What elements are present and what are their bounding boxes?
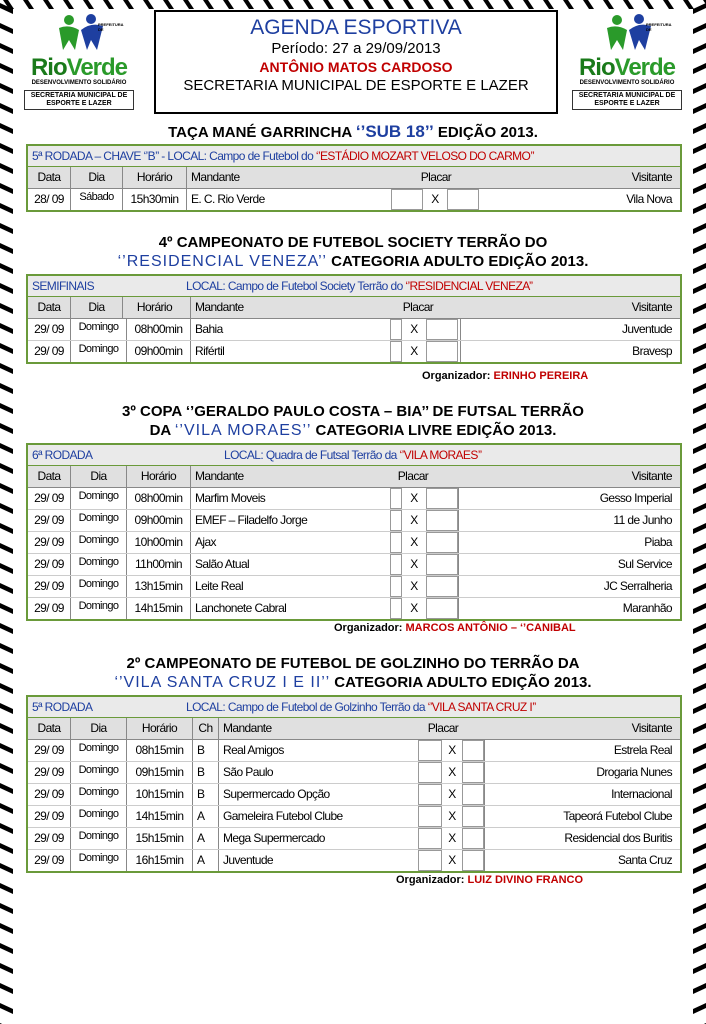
page-title: AGENDA ESPORTIVA — [250, 16, 462, 39]
table-row: 29/ 09 Domingo 11h00min Salão Atual X Sul Service — [28, 554, 680, 576]
logo-secretariat: SECRETARIA MUNICIPAL DE ESPORTE E LAZER — [24, 90, 134, 110]
table-row: 29/ 09 Domingo 14h15min Lanchonete Cabral X Maranhão — [28, 598, 680, 619]
section1-table — [26, 144, 682, 212]
left-border-pattern — [0, 0, 14, 1024]
right-border-pattern — [692, 0, 706, 1024]
header — [18, 8, 688, 113]
away-score — [447, 189, 479, 210]
section3-organizer: Organizador: MARCOS ANTÔNIO – ‘’CANIBAL — [334, 622, 576, 634]
brand-name: RioVerde — [30, 54, 128, 81]
period: Período: 27 a 29/09/2013 — [271, 40, 441, 57]
prefeitura-label: PREFEITURA DE — [646, 22, 672, 32]
table-row: 29/ 09 Domingo 10h15min B Supermercado Opção X Internacional — [28, 784, 680, 806]
table-row: 29/ 09 Domingo 09h15min B São Paulo X Drogaria Nunes — [28, 762, 680, 784]
people-figures-icon — [49, 14, 109, 52]
brand-tagline: DESENVOLVIMENTO SOLIDÁRIO — [31, 80, 127, 86]
table-header: Data Dia Horário Mandante Placar Visitante — [28, 297, 680, 319]
people-figures-icon — [597, 14, 657, 52]
table-header: Data Dia Horário Mandante Placar Visitante — [28, 466, 680, 488]
table-row: 29/ 09 Domingo 15h15min A Mega Supermercado X Residencial dos Buritis — [28, 828, 680, 850]
secretary-name: ANTÔNIO MATOS CARDOSO — [259, 59, 453, 75]
home-score — [391, 189, 423, 210]
brand-name: RioVerde — [578, 54, 676, 81]
section4-title: 2º CAMPEONATO DE FUTEBOL DE GOLZINHO DO TERRÃO DA ‘’VILA SANTA CRUZ I E II’’ CATEGORIA ADULTO EDIÇÃO 2013. — [114, 655, 592, 691]
brand-tagline: DESENVOLVIMENTO SOLIDÁRIO — [579, 80, 675, 86]
table-row: 29/ 09 Domingo 08h00min Bahia X Juventude — [28, 319, 680, 341]
section2-table — [26, 274, 682, 364]
section2-organizer: Organizador: ERINHO PEREIRA — [422, 370, 589, 382]
rio-verde-logo — [20, 14, 138, 112]
prefeitura-label: PREFEITURA DE — [98, 22, 124, 32]
table-row: 29/ 09 Domingo 08h15min B Real Amigos X Estrela Real — [28, 740, 680, 762]
table-row: 29/ 09 Domingo 09h00min Rifértil X Bravesp — [28, 341, 680, 362]
logo-secretariat: SECRETARIA MUNICIPAL DE ESPORTE E LAZER — [572, 90, 682, 110]
table-header: Data Dia Horário Ch Mandante Placar Visitante — [28, 718, 680, 740]
section3-title: 3º COPA ‘’GERALDO PAULO COSTA – BIA’’ DE FUTSAL TERRÃO DA ‘’VILA MORAES’’ CATEGORIA LIVRE EDIÇÃO 2013. — [122, 403, 584, 439]
section4-organizer: Organizador: LUIZ DIVINO FRANCO — [396, 874, 584, 886]
section4-table — [26, 695, 682, 873]
rio-verde-logo-right — [568, 14, 686, 112]
section1-title: TAÇA MANÉ GARRINCHA ‘’SUB 18’’ EDIÇÃO 2013. — [168, 122, 538, 141]
section4-label-row: 5ª RODADA LOCAL: Campo de Futebol de Golzinho Terrão da ‘’VILA SANTA CRUZ I’’ — [28, 697, 680, 718]
table-row: 29/ 09 Domingo 09h00min EMEF – Filadelfo Jorge X 11 de Junho — [28, 510, 680, 532]
section3-label-row: 6ª RODADA LOCAL: Quadra de Futsal Terrão da ‘’VILA MORAES’’ — [28, 445, 680, 466]
section2-label-row: SEMIFINAIS LOCAL: Campo de Futebol Society Terrão do ‘’RESIDENCIAL VENEZA’’ — [28, 276, 680, 297]
table-row: 29/ 09 Domingo 10h00min Ajax X Piaba — [28, 532, 680, 554]
table-row: 29/ 09 Domingo 16h15min A Juventude X Santa Cruz — [28, 850, 680, 871]
secretariat-name: SECRETARIA MUNICIPAL DE ESPORTE E LAZER — [183, 77, 529, 94]
title-box — [154, 10, 558, 114]
table-row: 29/ 09 Domingo 08h00min Marfim Moveis X Gesso Imperial — [28, 488, 680, 510]
table-header: Data Dia Horário Mandante Placar Visitante — [28, 167, 680, 189]
section2-title: 4º CAMPEONATO DE FUTEBOL SOCIETY TERRÃO DO ‘’RESIDENCIAL VENEZA’’ CATEGORIA ADULTO EDIÇÃO 2013. — [117, 234, 589, 270]
table-row: 28/ 09 Sábado 15h30min E. C. Rio Verde X Vila Nova — [28, 189, 680, 210]
table-row: 29/ 09 Domingo 14h15min A Gameleira Futebol Clube X Tapeorá Futebol Clube — [28, 806, 680, 828]
section1-label-row: 5ª RODADA – CHAVE ‘’B’’ - LOCAL: Campo de Futebol do ‘’ESTÁDIO MOZART VELOSO DO CARMO’’ — [28, 146, 680, 167]
table-row: 29/ 09 Domingo 13h15min Leite Real X JC Serralheria — [28, 576, 680, 598]
section3-table — [26, 443, 682, 621]
